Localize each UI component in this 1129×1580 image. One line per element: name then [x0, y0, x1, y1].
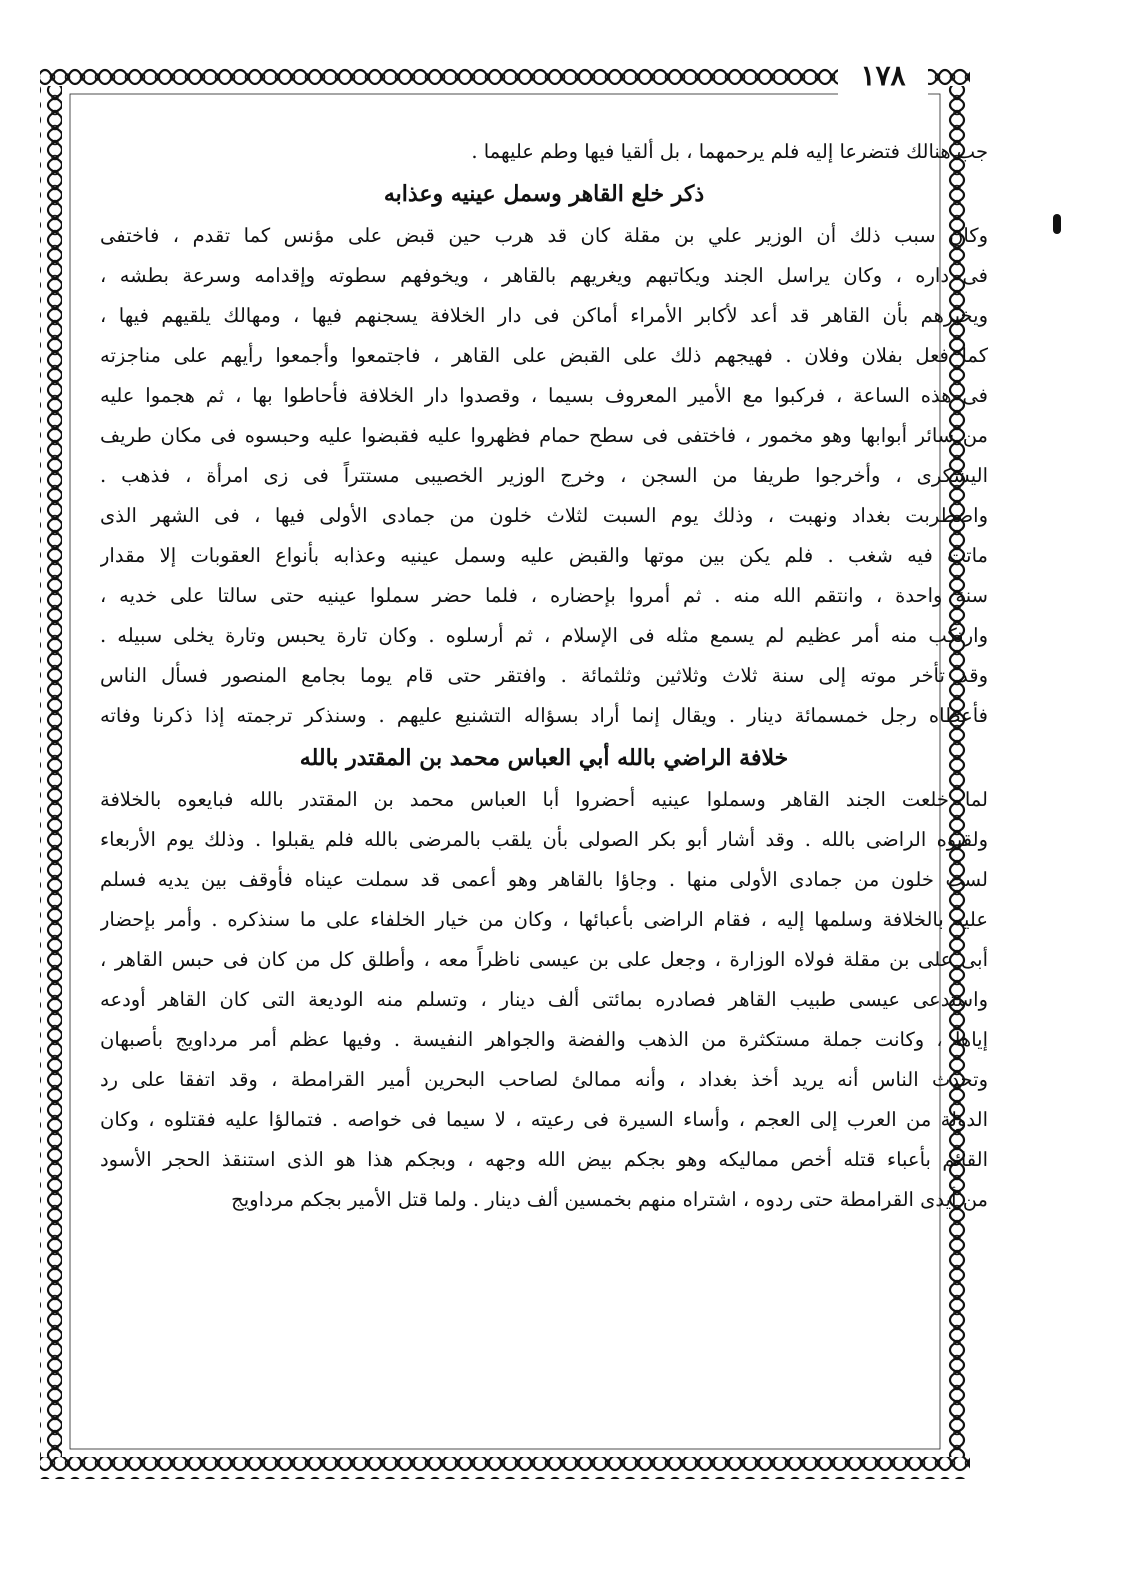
text-line: أبى على بن مقلة فولاه الوزارة ، وجعل على بن عيسى ناظراً معه ، وأطلق كل من كان فى حبس القاهر ،	[100, 948, 988, 971]
text-line: القائم بأعباء قتله أخص مماليكه وهو بجكم بيض الله وجهه ، وبجكم هذا هو الذى استنقذ الحجر الأسود	[100, 1148, 988, 1171]
text-line: وتحدث الناس أنه يريد أخذ بغداد ، وأنه ممالئ لصاحب البحرين أمير القرامطة ، وقد اتفقا على رد	[100, 1068, 988, 1091]
text-line: الدولة من العرب إلى العجم ، وأساء السيرة فى رعيته ، لا سيما فى خواصه . فتمالؤا عليه فقتلوه ، وكان	[100, 1108, 988, 1131]
text-line: وكان سبب ذلك أن الوزير علي بن مقلة كان قد هرب حين قبض على مؤنس كما تقدم ، فاختفى	[100, 224, 988, 247]
text-line: فأعطاه رجل خمسمائة دينار . ويقال إنما أراد بسؤاله التشنيع عليهم . وسنذكر ترجمته إذا ذكرنا وفاته	[100, 704, 988, 727]
text-line: من أيدى القرامطة حتى ردوه ، اشتراه منهم بخمسين ألف دينار . ولما قتل الأمير بجكم مرداويج	[231, 1188, 988, 1211]
text-line: ويخبرهم بأن القاهر قد أعد لأكابر الأمراء أماكن فى دار الخلافة يسجنهم فيها ، ومهالك يلقيهم فيها ،	[100, 304, 988, 327]
text-line: جب هنالك فتضرعا إليه فلم يرحمهما ، بل ألقيا فيها وطم عليهما .	[471, 140, 988, 163]
text-line: فى داره ، وكان يراسل الجند ويكاتبهم ويغريهم بالقاهر ، ويخوفهم سطوته وإقدامه وسرعة بطشه ،	[100, 264, 988, 287]
section-heading: خلافة الراضي بالله أبي العباس محمد بن المقتدر بالله	[299, 745, 789, 771]
text-line: وارتكب منه أمر عظيم لم يسمع مثله فى الإسلام ، ثم أرسلوه . وكان تارة يحبس وتارة يخلى سبيله .	[100, 624, 988, 647]
page-text	[100, 132, 988, 1220]
page-number: ١٧٨	[838, 56, 928, 96]
text-line: سنة واحدة ، وانتقم الله منه . ثم أمروا بإحضاره ، فلما حضر سملوا عينيه حتى سالتا على خديه ،	[100, 584, 988, 607]
margin-ink-mark	[1053, 214, 1061, 234]
text-line: إياها ، وكانت جملة مستكثرة من الذهب والفضة والجواهر النفيسة . وفيها عظم أمر مرداويج بأصبهان	[100, 1028, 988, 1051]
text-line: وقد تأخر موته إلى سنة ثلاث وثلاثين وثلثمائة . وافتقر حتى قام يوما بجامع المنصور فسأل الناس	[100, 664, 988, 687]
text-line: لما خلعت الجند القاهر وسملوا عينيه أحضروا أبا العباس محمد بن المقتدر بالله فبايعوه بالخلافة	[100, 788, 988, 811]
text-line: واضطربت بغداد ونهبت ، وذلك يوم السبت لثلاث خلون من جمادى الأولى فيها ، فى الشهر الذى	[100, 504, 988, 527]
text-line: لست خلون من جمادى الأولى منها . وجاؤا بالقاهر وهو أعمى قد سملت عيناه فأوقف بين يديه فسلم	[100, 868, 988, 891]
text-line: واستدعى عيسى طبيب القاهر فصادره بمائتى ألف دينار ، وتسلم منه الوديعة التى كان القاهر أودعه	[100, 988, 988, 1011]
text-line: ولقبوه الراضى بالله . وقد أشار أبو بكر الصولى بأن يلقب بالمرضى بالله فلم يقبلوا . وذلك يوم الأربعاء	[100, 828, 988, 851]
text-line: عليه بالخلافة وسلمها إليه ، فقام الراضى بأعبائها ، وكان من خيار الخلفاء على ما سنذكره . وأمر بإحضار	[100, 908, 988, 931]
text-line: فى هذه الساعة ، فركبوا مع الأمير المعروف بسيما ، وقصدوا دار الخلافة فأحاطوا بها ، ثم هجموا عليه	[100, 384, 988, 407]
text-line: اليشكرى ، وأخرجوا طريفا من السجن ، وخرج الوزير الخصيبى مستتراً فى زى امرأة ، فذهب .	[100, 464, 988, 487]
text-line: ماتت فيه شغب . فلم يكن بين موتها والقبض عليه وسمل عينيه وعذابه بأنواع العقوبات إلا مقدار	[100, 544, 988, 567]
text-line: من سائر أبوابها وهو مخمور ، فاختفى فى سطح حمام فظهروا عليه فقبضوا عليه وحبسوه فى مكان طريف	[100, 424, 988, 447]
section-heading: ذكر خلع القاهر وسمل عينيه وعذابه	[383, 181, 705, 207]
text-line: كما فعل بفلان وفلان . فهيجهم ذلك على القبض على القاهر ، فاجتمعوا وأجمعوا رأيهم على مناجزته	[100, 344, 988, 367]
